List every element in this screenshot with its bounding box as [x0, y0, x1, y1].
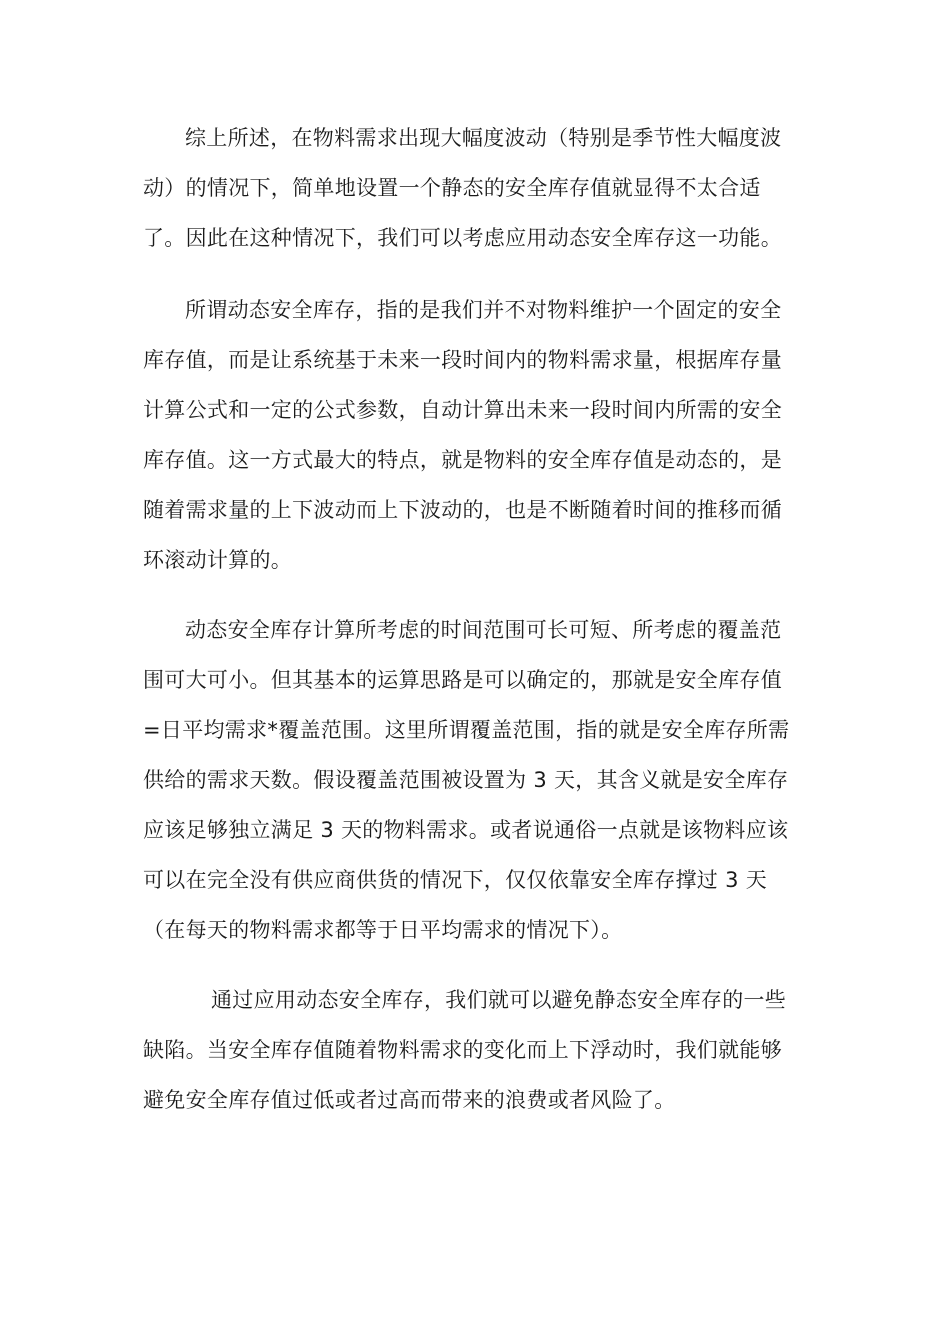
paragraph-line: =日平均需求*覆盖范围。这里所谓覆盖范围，指的就是安全库存所需 [143, 718, 790, 742]
paragraph-line: 应该足够独立满足 3 天的物料需求。或者说通俗一点就是该物料应该 [143, 818, 789, 842]
paragraph-line: 环滚动计算的。 [143, 548, 293, 572]
paragraph-line: 避免安全库存值过低或者过高而带来的浪费或者风险了。 [143, 1088, 676, 1112]
paragraph-calculation [143, 605, 811, 955]
paragraph-line: 动态安全库存计算所考虑的时间范围可长可短、所考虑的覆盖范 [185, 618, 782, 642]
paragraph-line: 供给的需求天数。假设覆盖范围被设置为 3 天，其含义就是安全库存 [143, 768, 789, 792]
paragraph-line: 库存值，而是让系统基于未来一段时间内的物料需求量，根据库存量 [143, 348, 782, 372]
paragraph-line: 综上所述，在物料需求出现大幅度波动（特别是季节性大幅度波 [185, 126, 782, 150]
paragraph-definition [143, 285, 811, 585]
paragraph-conclusion [143, 975, 811, 1125]
paragraph-line: 随着需求量的上下波动而上下波动的，也是不断随着时间的推移而循 [143, 498, 782, 522]
paragraph-line: 动）的情况下，简单地设置一个静态的安全库存值就显得不太合适 [143, 176, 761, 200]
paragraph-line: 所谓动态安全库存，指的是我们并不对物料维护一个固定的安全 [185, 298, 782, 322]
paragraph-line: 计算公式和一定的公式参数，自动计算出未来一段时间内所需的安全 [143, 398, 782, 422]
paragraph-line: 库存值。这一方式最大的特点，就是物料的安全库存值是动态的，是 [143, 448, 782, 472]
paragraph-line: 通过应用动态安全库存，我们就可以避免静态安全库存的一些 [211, 988, 787, 1012]
paragraph-line: 了。因此在这种情况下，我们可以考虑应用动态安全库存这一功能。 [143, 226, 782, 250]
paragraph-line: 围可大可小。但其基本的运算思路是可以确定的，那就是安全库存值 [143, 668, 782, 692]
paragraph-line: 可以在完全没有供应商供货的情况下，仅仅依靠安全库存撑过 3 天 [143, 868, 768, 892]
paragraph-line: 缺陷。当安全库存值随着物料需求的变化而上下浮动时，我们就能够 [143, 1038, 782, 1062]
paragraph-line: （在每天的物料需求都等于日平均需求的情况下）。 [143, 918, 623, 942]
paragraph-summary [143, 113, 811, 263]
